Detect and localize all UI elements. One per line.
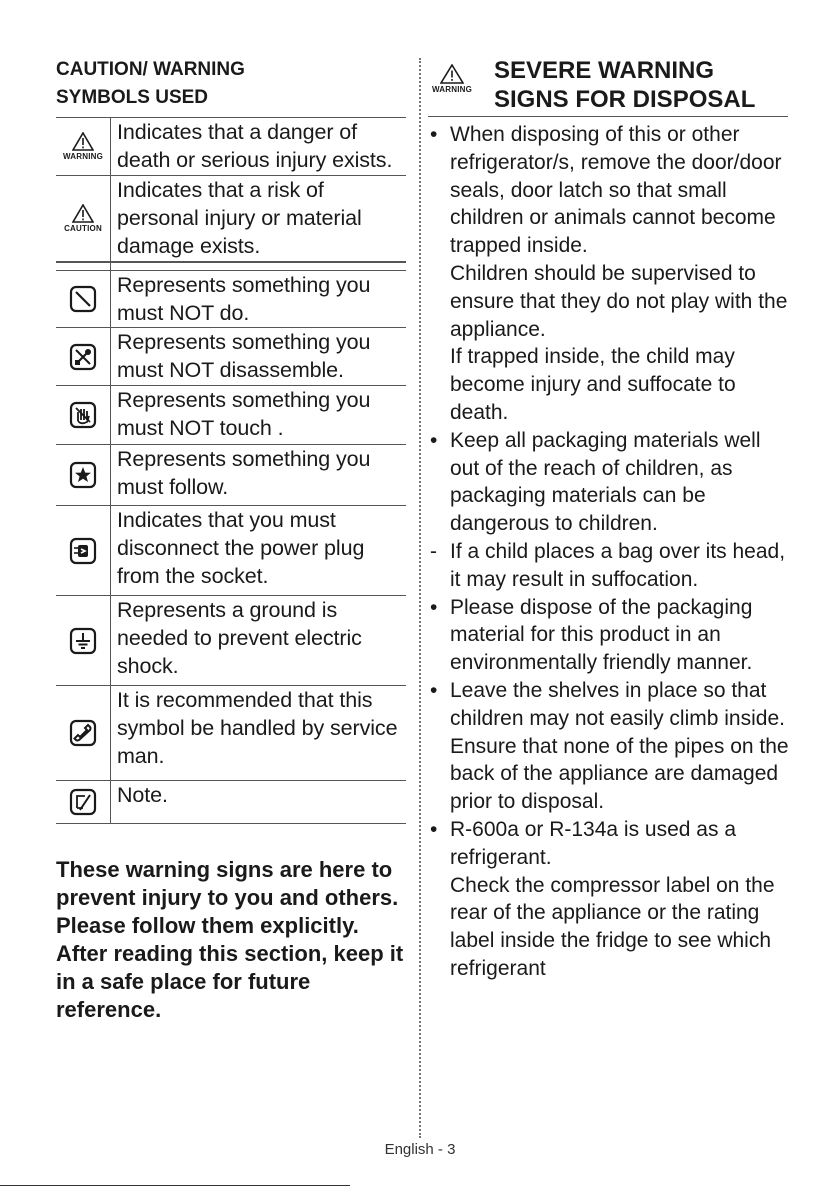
disposal-title: SEVERE WARNING SIGNS FOR DISPOSAL — [494, 57, 756, 113]
symbol-row — [56, 386, 406, 445]
disposal-header — [428, 56, 788, 117]
symbol-row — [56, 686, 406, 781]
warning-triangle-icon: WARNING — [63, 132, 103, 161]
symbol-description: Note. — [117, 783, 168, 807]
list-item: Children should be supervised to ensure that they do not play with the appliance. — [450, 261, 788, 341]
service-phone-icon — [69, 719, 97, 747]
list-item: • When disposing of this or other refrigerator/s, remove the door/door seals, door latch so that small children or animals cannot become trapped inside. — [430, 123, 782, 258]
symbol-description: Represents a ground is needed to prevent electric shock. — [117, 598, 362, 678]
safety-notice: These warning signs are here to prevent injury to you and others. Please follow them explicitly. After reading this section, keep it in a safe place for future reference. — [56, 857, 404, 1022]
symbol-description: Represents something you must NOT do. — [117, 273, 371, 325]
symbol-row — [56, 328, 406, 386]
list-item: • Please dispose of the packaging material for this product in an environmentally friendly manner. — [430, 595, 753, 675]
page-footer: English - 3 — [384, 1141, 456, 1158]
caution-triangle-icon: CAUTION — [64, 204, 102, 233]
symbol-row — [56, 271, 406, 328]
list-item: Check the compressor label on the rear of the appliance or the rating label inside the fridge to see which refrigerant — [450, 873, 775, 980]
ground-icon — [69, 627, 97, 655]
symbols-table — [56, 262, 406, 824]
list-item: Ensure that none of the pipes on the back of the appliance are damaged prior to disposal. — [450, 734, 789, 814]
disposal-list — [430, 121, 790, 983]
symbol-description: Represents something you must follow. — [117, 447, 371, 499]
symbol-row-warning — [56, 118, 406, 176]
column-divider — [419, 58, 421, 1138]
symbol-row — [56, 781, 406, 824]
bottom-rule — [0, 1185, 350, 1186]
symbol-description: Represents something you must NOT disassemble. — [117, 330, 371, 382]
warning-triangle-icon: WARNING — [432, 64, 472, 94]
do-not-touch-icon — [69, 401, 97, 429]
warning-symbols-table — [56, 117, 406, 262]
do-not-disassemble-icon — [69, 343, 97, 371]
symbol-row — [56, 596, 406, 686]
list-item: • Keep all packaging materials well out of the reach of children, as packaging materials can be dangerous to children. — [430, 428, 761, 536]
list-item: - If a child places a bag over its head, it may result in suffocation. — [430, 539, 786, 591]
unplug-icon — [69, 537, 97, 565]
symbol-row — [56, 506, 406, 596]
symbol-row-caution — [56, 176, 406, 262]
symbol-row — [56, 445, 406, 506]
symbol-description: Indicates that a danger of death or serious injury exists. — [117, 120, 393, 172]
note-icon — [69, 788, 97, 816]
list-item: • Leave the shelves in place so that children may not easily climb inside. — [430, 678, 785, 730]
symbol-description: Indicates that you must disconnect the power plug from the socket. — [117, 508, 365, 588]
must-follow-star-icon — [69, 461, 97, 489]
symbol-description: It is recommended that this symbol be handled by service man. — [117, 688, 398, 768]
prohibited-icon — [69, 285, 97, 313]
symbol-description: Indicates that a risk of personal injury or material damage exists. — [117, 178, 362, 258]
symbols-heading: CAUTION/ WARNING SYMBOLS USED — [56, 59, 245, 108]
list-item: If trapped inside, the child may become injury and suffocate to death. — [450, 345, 736, 424]
list-item: • R-600a or R-134a is used as a refrigerant. — [430, 817, 736, 869]
symbol-description: Represents something you must NOT touch . — [117, 388, 371, 440]
